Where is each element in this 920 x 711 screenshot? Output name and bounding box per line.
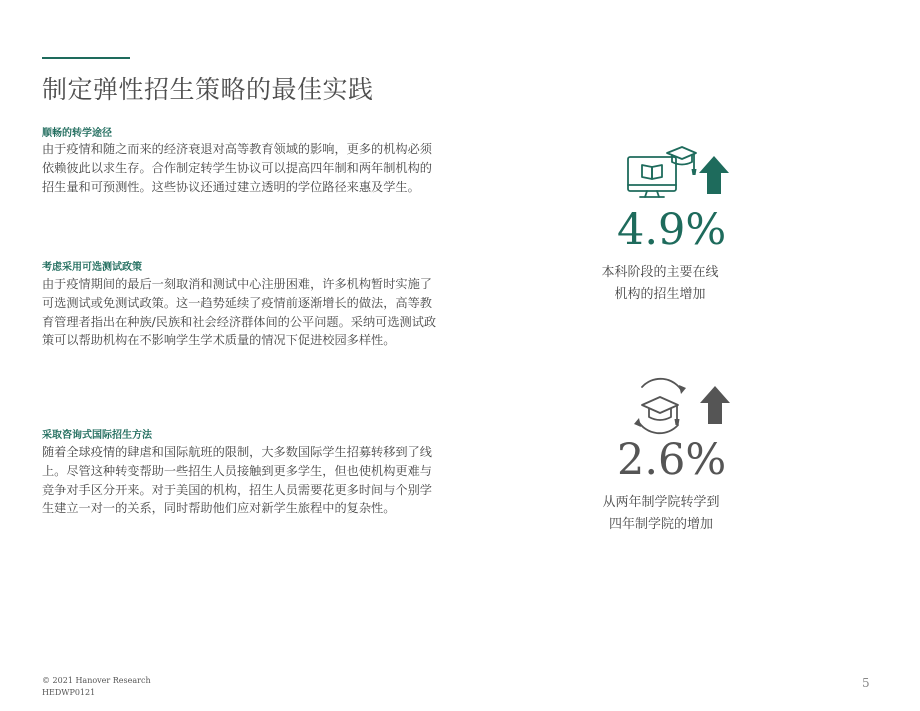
up-arrow-icon	[697, 383, 733, 427]
footer-copyright: © 2021 Hanover Research	[42, 676, 151, 685]
section-body-international: 随着全球疫情的肆虐和国际航班的限制，大多数国际学生招募转移到了线上。尽管这种转变帮助一些招生人员接触到更多学生，但也使机构更难与竞争对手区分开来。对于美国的机构，招生人员需要花更多时间与个别学生建立一对一的关系，同时帮助他们应对新学生旅程中的复杂性。	[42, 445, 432, 516]
page-number: 5	[862, 676, 870, 690]
graduation-transfer-icon	[628, 375, 694, 437]
stat-caption-line: 机构的招生增加	[614, 287, 706, 302]
section-body-test-optional: 由于疫情期间的最后一刻取消和测试中心注册困难，许多机构暂时实施了可选测试或免测试政策。这一趋势延续了疫情前逐渐增长的做法，高等教育管理者指出在种族/民族和社会经济群体间的公平问题。采纳可选测试政策可以帮助机构在不影响学生学术质量的情况下促进校园多样性。	[42, 277, 437, 348]
title-rule	[42, 57, 130, 59]
page-title: 制定弹性招生策略的最佳实践	[42, 75, 374, 104]
stat-caption-line: 从两年制学院转学到	[602, 495, 720, 510]
section-heading-test-optional: 考虑采用可选测试政策	[42, 262, 142, 273]
stat-caption-line: 本科阶段的主要在线	[601, 265, 719, 280]
stat-caption-line: 四年制学院的增加	[608, 517, 713, 532]
up-arrow-icon	[696, 153, 732, 197]
stat-caption-online	[590, 262, 730, 306]
section-heading-international: 采取咨询式国际招生方法	[42, 430, 152, 441]
footer	[42, 675, 151, 699]
section-heading-transfer: 顺畅的转学途径	[42, 128, 112, 139]
stat-value-online: 4.9%	[617, 205, 727, 255]
stat-value-transfer: 2.6%	[617, 435, 727, 485]
stat-caption-transfer	[591, 492, 731, 536]
footer-code: HEDWP0121	[42, 688, 96, 697]
section-body-transfer: 由于疫情和随之而来的经济衰退对高等教育领域的影响，更多的机构必须依赖彼此以求生存。合作制定转学生协议可以提高四年制和两年制机构的招生量和可预测性。这些协议还通过建立透明的学位路径来惠及学生。	[42, 142, 432, 194]
